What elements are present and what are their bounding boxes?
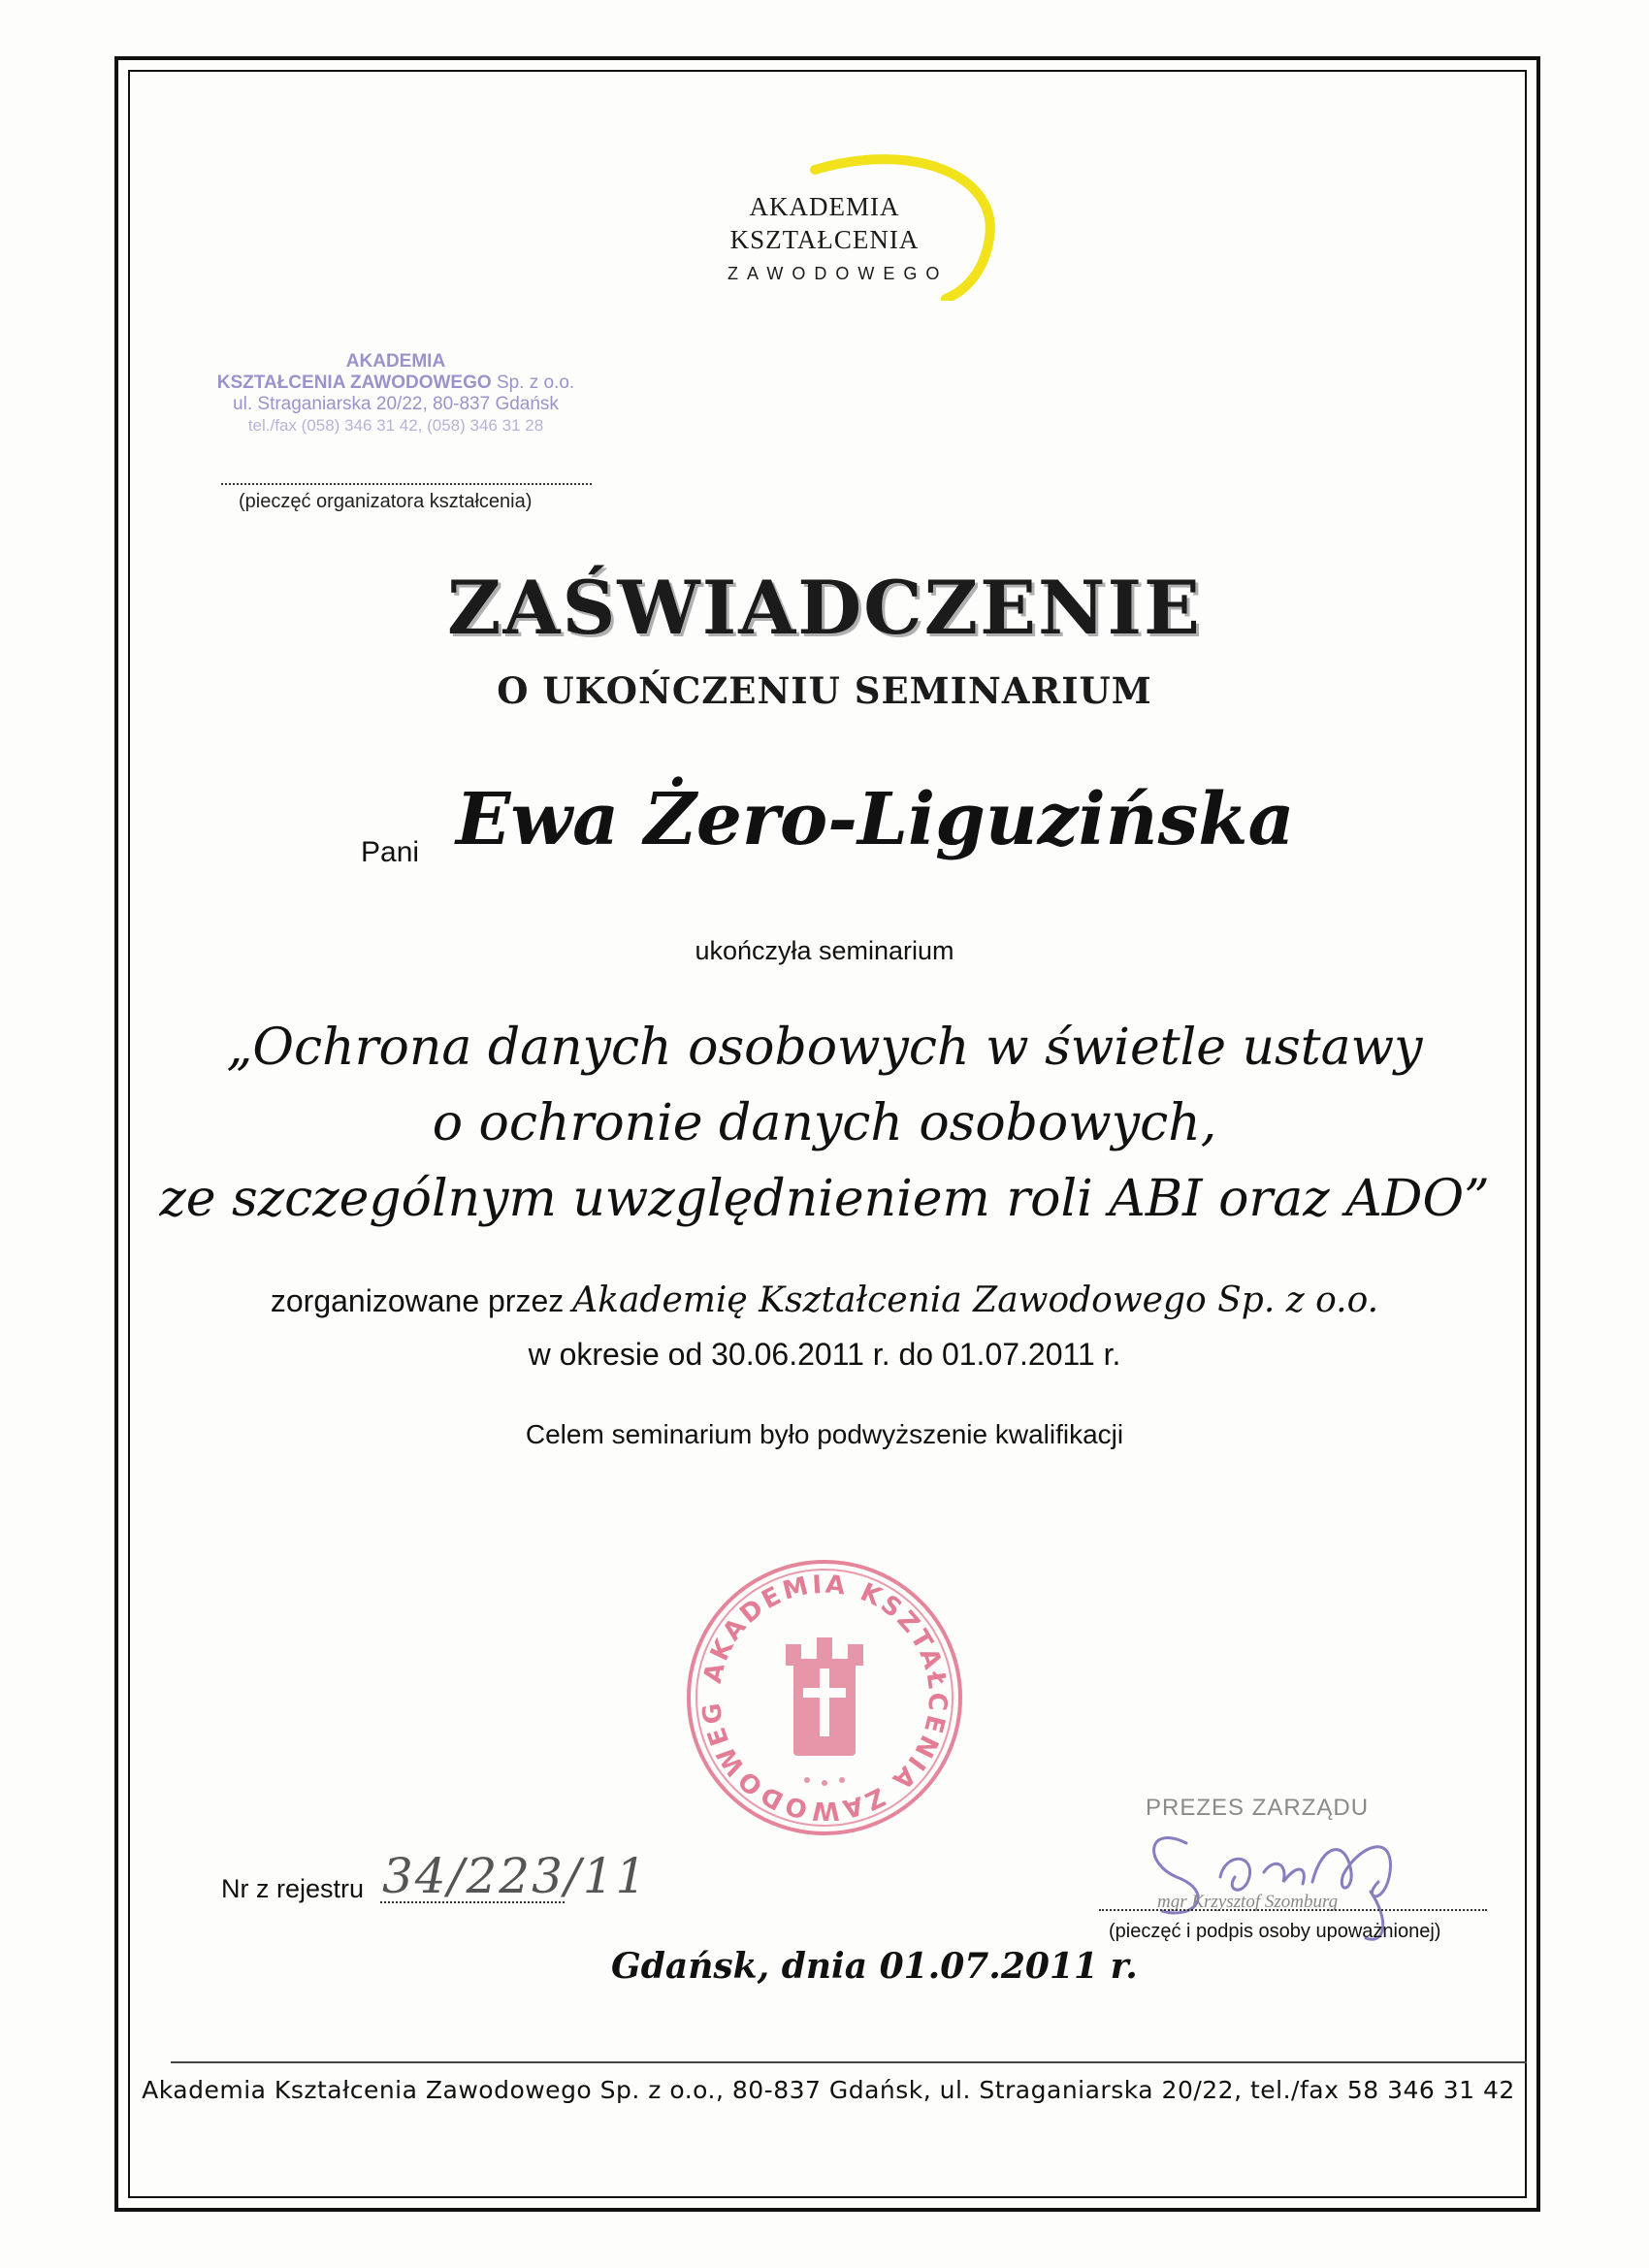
certificate-subtitle: O UKOŃCZENIU SEMINARIUM	[497, 669, 1152, 712]
goal-text: Celem seminarium było podwyższenie kwalifikacji	[525, 1419, 1124, 1449]
signatory-name: mgr Krzysztof Szomburg	[1157, 1892, 1339, 1912]
logo-line-1: AKADEMIA	[749, 192, 900, 221]
footer-address: Akademia Kształcenia Zawodowego Sp. z o.o., 80-837 Gdańsk, ul. Straganiarska 20/22, tel./fax 58 346 31 42	[142, 2076, 1515, 2104]
organizer-stamp-caption: (pieczęć organizatora kształcenia)	[239, 491, 533, 512]
signature-caption: (pieczęć i podpis osoby upoważnionej)	[1109, 1921, 1441, 1942]
register-number: 34/223/11	[382, 1848, 649, 1904]
stamp-line-1: AKADEMIA	[345, 351, 446, 372]
period-text: w okresie od 30.06.2011 r. do 01.07.2011 r.	[528, 1337, 1121, 1372]
round-seal	[679, 1552, 970, 1843]
organized-by-label: zorganizowane przez	[270, 1283, 565, 1318]
stamp-line-2-tail: Sp. z o.o.	[496, 373, 575, 393]
stamp-line-4: tel./fax (058) 346 31 42, (058) 346 31 28	[247, 416, 544, 435]
certificate-title: ZAŚWIADCZENIE	[447, 565, 1202, 651]
signature-dots	[1099, 1909, 1487, 1911]
register-dots	[380, 1901, 565, 1903]
completed-text: ukończyła seminarium	[695, 936, 954, 965]
stamp-line-2	[210, 373, 582, 394]
seal-text: AKADEMIA KSZTAŁCENIA ZAWODOWEG	[696, 1570, 953, 1826]
register-label: Nr z rejestru	[221, 1874, 365, 1903]
organized-by-line	[146, 1280, 1504, 1320]
academy-logo	[698, 146, 1009, 301]
logo-line-2: KSZTAŁCENIA	[729, 225, 920, 254]
course-title-line-3: ze szczególnym uwzględnieniem roli ABI oraz ADO”	[159, 1170, 1490, 1228]
place-and-date: Gdańsk, dnia 01.07.2011 r.	[611, 1946, 1138, 1987]
signature-block	[1099, 1785, 1487, 1960]
organizer-name: Akademię Kształcenia Zawodowego Sp. z o.o.	[572, 1280, 1379, 1320]
organizer-stamp-dots	[221, 483, 592, 485]
organizer-stamp	[210, 351, 582, 497]
salutation: Pani	[361, 836, 420, 868]
signatory-role: PREZES ZARZĄDU	[1146, 1795, 1370, 1821]
course-title-line-1: „Ochrona danych osobowych w świetle ustawy	[226, 1019, 1423, 1077]
footer-rule	[171, 2061, 1527, 2063]
course-title-line-2: o ochronie danych osobowych,	[432, 1094, 1217, 1152]
logo-line-3: ZAWODOWEGO	[728, 264, 949, 283]
stamp-line-3: ul. Straganiarska 20/22, 80-837 Gdańsk	[233, 394, 559, 414]
stamp-line-2-bold: KSZTAŁCENIA ZAWODOWEGO	[216, 373, 492, 393]
recipient-name: Ewa Żero-Liguzińska	[456, 778, 1295, 861]
